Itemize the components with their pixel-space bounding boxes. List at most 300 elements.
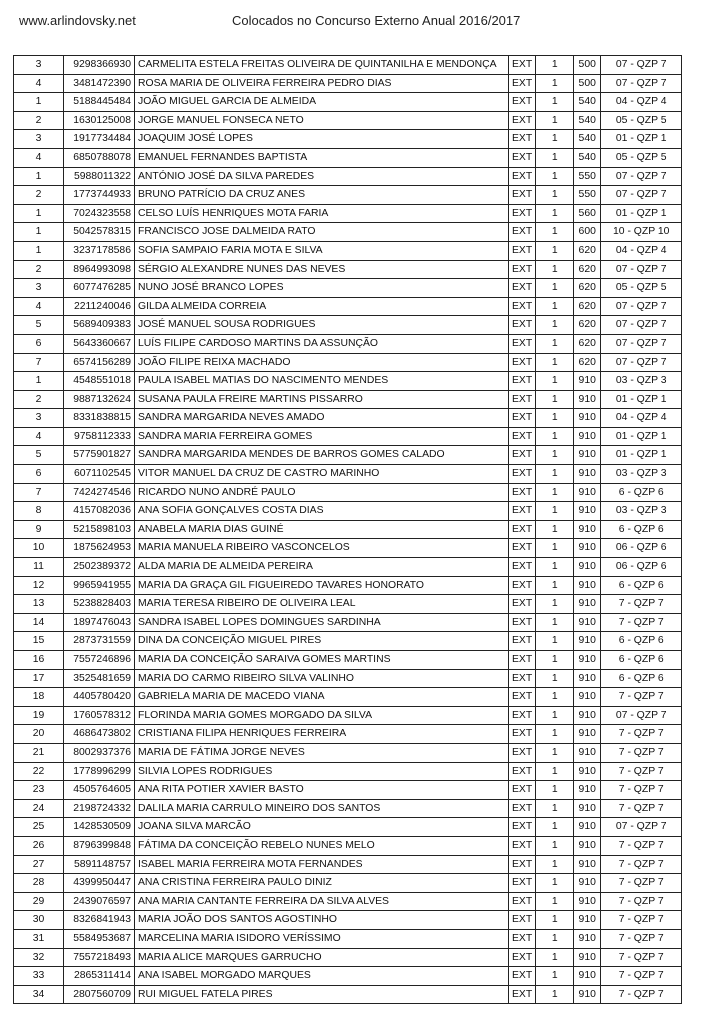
table-row — [14, 111, 682, 130]
qzp-cell: 03 - QZP 3 — [601, 502, 682, 521]
order-cell: 20 — [14, 725, 64, 744]
contest-type-cell: EXT — [509, 762, 536, 781]
contest-type-cell: EXT — [509, 74, 536, 93]
candidate-name-cell: CARMELITA ESTELA FREITAS OLIVEIRA DE QUINTANILHA E MENDONÇA — [135, 56, 509, 75]
order-cell: 2 — [14, 186, 64, 205]
qzp-cell: 6 - QZP 6 — [601, 651, 682, 670]
priority-cell: 1 — [536, 409, 574, 428]
order-cell: 19 — [14, 706, 64, 725]
recruitment-group-cell: 620 — [574, 241, 601, 260]
candidate-name-cell: DINA DA CONCEIÇÃO MIGUEL PIRES — [135, 632, 509, 651]
order-cell: 4 — [14, 297, 64, 316]
candidate-number-cell: 7024323558 — [64, 204, 135, 223]
table-row — [14, 688, 682, 707]
priority-cell: 1 — [536, 911, 574, 930]
order-cell: 17 — [14, 669, 64, 688]
contest-type-cell: EXT — [509, 892, 536, 911]
candidate-number-cell: 5891148757 — [64, 855, 135, 874]
contest-type-cell: EXT — [509, 706, 536, 725]
contest-type-cell: EXT — [509, 669, 536, 688]
placements-table-body — [14, 56, 682, 1004]
candidate-number-cell: 6574156289 — [64, 353, 135, 372]
candidate-name-cell: JOSÉ MANUEL SOUSA RODRIGUES — [135, 316, 509, 335]
candidate-number-cell: 3525481659 — [64, 669, 135, 688]
qzp-cell: 7 - QZP 7 — [601, 985, 682, 1004]
candidate-name-cell: DALILA MARIA CARRULO MINEIRO DOS SANTOS — [135, 799, 509, 818]
recruitment-group-cell: 560 — [574, 204, 601, 223]
order-cell: 14 — [14, 613, 64, 632]
candidate-name-cell: ANTÓNIO JOSÉ DA SILVA PAREDES — [135, 167, 509, 186]
candidate-name-cell: JOANA SILVA MARCÃO — [135, 818, 509, 837]
order-cell: 9 — [14, 520, 64, 539]
contest-type-cell: EXT — [509, 56, 536, 75]
candidate-name-cell: RUI MIGUEL FATELA PIRES — [135, 985, 509, 1004]
order-cell: 31 — [14, 929, 64, 948]
order-cell: 12 — [14, 576, 64, 595]
recruitment-group-cell: 500 — [574, 56, 601, 75]
candidate-number-cell: 7557218493 — [64, 948, 135, 967]
contest-type-cell: EXT — [509, 353, 536, 372]
order-cell: 34 — [14, 985, 64, 1004]
priority-cell: 1 — [536, 167, 574, 186]
candidate-number-cell: 7424274546 — [64, 483, 135, 502]
contest-type-cell: EXT — [509, 874, 536, 893]
order-cell: 22 — [14, 762, 64, 781]
contest-type-cell: EXT — [509, 93, 536, 112]
contest-type-cell: EXT — [509, 688, 536, 707]
qzp-cell: 7 - QZP 7 — [601, 836, 682, 855]
qzp-cell: 04 - QZP 4 — [601, 93, 682, 112]
priority-cell: 1 — [536, 372, 574, 391]
contest-type-cell: EXT — [509, 502, 536, 521]
table-row — [14, 706, 682, 725]
candidate-name-cell: GABRIELA MARIA DE MACEDO VIANA — [135, 688, 509, 707]
candidate-name-cell: SANDRA MARIA FERREIRA GOMES — [135, 427, 509, 446]
recruitment-group-cell: 910 — [574, 985, 601, 1004]
qzp-cell: 04 - QZP 4 — [601, 409, 682, 428]
recruitment-group-cell: 910 — [574, 520, 601, 539]
table-row — [14, 204, 682, 223]
priority-cell: 1 — [536, 892, 574, 911]
order-cell: 18 — [14, 688, 64, 707]
recruitment-group-cell: 910 — [574, 762, 601, 781]
qzp-cell: 07 - QZP 7 — [601, 167, 682, 186]
table-row — [14, 353, 682, 372]
priority-cell: 1 — [536, 929, 574, 948]
qzp-cell: 01 - QZP 1 — [601, 427, 682, 446]
qzp-cell: 6 - QZP 6 — [601, 483, 682, 502]
priority-cell: 1 — [536, 855, 574, 874]
table-row — [14, 409, 682, 428]
candidate-number-cell: 2502389372 — [64, 558, 135, 577]
table-row — [14, 316, 682, 335]
table-row — [14, 465, 682, 484]
candidate-name-cell: MARIA ALICE MARQUES GARRUCHO — [135, 948, 509, 967]
candidate-name-cell: PAULA ISABEL MATIAS DO NASCIMENTO MENDES — [135, 372, 509, 391]
qzp-cell: 07 - QZP 7 — [601, 56, 682, 75]
candidate-number-cell: 1773744933 — [64, 186, 135, 205]
candidate-number-cell: 4399950447 — [64, 874, 135, 893]
order-cell: 23 — [14, 781, 64, 800]
recruitment-group-cell: 910 — [574, 595, 601, 614]
table-row — [14, 148, 682, 167]
qzp-cell: 06 - QZP 6 — [601, 558, 682, 577]
candidate-name-cell: EMANUEL FERNANDES BAPTISTA — [135, 148, 509, 167]
recruitment-group-cell: 910 — [574, 855, 601, 874]
qzp-cell: 01 - QZP 1 — [601, 204, 682, 223]
candidate-number-cell: 2439076597 — [64, 892, 135, 911]
contest-type-cell: EXT — [509, 929, 536, 948]
contest-type-cell: EXT — [509, 576, 536, 595]
contest-type-cell: EXT — [509, 241, 536, 260]
qzp-cell: 01 - QZP 1 — [601, 446, 682, 465]
candidate-number-cell: 6850788078 — [64, 148, 135, 167]
contest-type-cell: EXT — [509, 558, 536, 577]
recruitment-group-cell: 910 — [574, 502, 601, 521]
contest-type-cell: EXT — [509, 948, 536, 967]
recruitment-group-cell: 910 — [574, 632, 601, 651]
recruitment-group-cell: 910 — [574, 818, 601, 837]
recruitment-group-cell: 500 — [574, 74, 601, 93]
recruitment-group-cell: 910 — [574, 688, 601, 707]
qzp-cell: 7 - QZP 7 — [601, 929, 682, 948]
contest-type-cell: EXT — [509, 148, 536, 167]
contest-type-cell: EXT — [509, 334, 536, 353]
priority-cell: 1 — [536, 353, 574, 372]
priority-cell: 1 — [536, 985, 574, 1004]
recruitment-group-cell: 620 — [574, 353, 601, 372]
priority-cell: 1 — [536, 762, 574, 781]
table-row — [14, 911, 682, 930]
candidate-name-cell: CRISTIANA FILIPA HENRIQUES FERREIRA — [135, 725, 509, 744]
table-row — [14, 74, 682, 93]
qzp-cell: 7 - QZP 7 — [601, 781, 682, 800]
table-row — [14, 613, 682, 632]
candidate-name-cell: JOAQUIM JOSÉ LOPES — [135, 130, 509, 149]
qzp-cell: 07 - QZP 7 — [601, 706, 682, 725]
order-cell: 1 — [14, 93, 64, 112]
priority-cell: 1 — [536, 613, 574, 632]
candidate-number-cell: 1875624953 — [64, 539, 135, 558]
candidate-number-cell: 5988011322 — [64, 167, 135, 186]
recruitment-group-cell: 620 — [574, 297, 601, 316]
candidate-name-cell: NUNO JOSÉ BRANCO LOPES — [135, 279, 509, 298]
qzp-cell: 6 - QZP 6 — [601, 669, 682, 688]
contest-type-cell: EXT — [509, 390, 536, 409]
priority-cell: 1 — [536, 948, 574, 967]
contest-type-cell: EXT — [509, 446, 536, 465]
order-cell: 11 — [14, 558, 64, 577]
priority-cell: 1 — [536, 316, 574, 335]
candidate-number-cell: 9298366930 — [64, 56, 135, 75]
table-row — [14, 595, 682, 614]
recruitment-group-cell: 910 — [574, 669, 601, 688]
contest-type-cell: EXT — [509, 409, 536, 428]
candidate-name-cell: MARCELINA MARIA ISIDORO VERÍSSIMO — [135, 929, 509, 948]
contest-type-cell: EXT — [509, 985, 536, 1004]
recruitment-group-cell: 910 — [574, 558, 601, 577]
table-row — [14, 223, 682, 242]
candidate-number-cell: 5215898103 — [64, 520, 135, 539]
recruitment-group-cell: 910 — [574, 483, 601, 502]
candidate-number-cell: 5188445484 — [64, 93, 135, 112]
table-row — [14, 762, 682, 781]
qzp-cell: 01 - QZP 1 — [601, 390, 682, 409]
qzp-cell: 04 - QZP 4 — [601, 241, 682, 260]
order-cell: 1 — [14, 241, 64, 260]
candidate-number-cell: 2198724332 — [64, 799, 135, 818]
candidate-name-cell: ROSA MARIA DE OLIVEIRA FERREIRA PEDRO DIAS — [135, 74, 509, 93]
order-cell: 26 — [14, 836, 64, 855]
recruitment-group-cell: 910 — [574, 651, 601, 670]
recruitment-group-cell: 910 — [574, 390, 601, 409]
priority-cell: 1 — [536, 465, 574, 484]
contest-type-cell: EXT — [509, 186, 536, 205]
candidate-number-cell: 1778996299 — [64, 762, 135, 781]
candidate-name-cell: MARIA DA GRAÇA GIL FIGUEIREDO TAVARES HONORATO — [135, 576, 509, 595]
candidate-number-cell: 8796399848 — [64, 836, 135, 855]
table-row — [14, 967, 682, 986]
priority-cell: 1 — [536, 651, 574, 670]
candidate-name-cell: MARIA MANUELA RIBEIRO VASCONCELOS — [135, 539, 509, 558]
candidate-name-cell: MARIA DA CONCEIÇÃO SARAIVA GOMES MARTINS — [135, 651, 509, 670]
qzp-cell: 7 - QZP 7 — [601, 948, 682, 967]
recruitment-group-cell: 910 — [574, 948, 601, 967]
priority-cell: 1 — [536, 781, 574, 800]
contest-type-cell: EXT — [509, 372, 536, 391]
table-row — [14, 186, 682, 205]
candidate-number-cell: 1760578312 — [64, 706, 135, 725]
order-cell: 15 — [14, 632, 64, 651]
order-cell: 5 — [14, 316, 64, 335]
recruitment-group-cell: 620 — [574, 334, 601, 353]
recruitment-group-cell: 550 — [574, 167, 601, 186]
table-row — [14, 799, 682, 818]
table-row — [14, 483, 682, 502]
qzp-cell: 7 - QZP 7 — [601, 892, 682, 911]
recruitment-group-cell: 910 — [574, 743, 601, 762]
site-url: www.arlindovsky.net — [19, 13, 136, 28]
candidate-name-cell: SÉRGIO ALEXANDRE NUNES DAS NEVES — [135, 260, 509, 279]
priority-cell: 1 — [536, 576, 574, 595]
order-cell: 3 — [14, 56, 64, 75]
table-row — [14, 167, 682, 186]
candidate-number-cell: 5584953687 — [64, 929, 135, 948]
priority-cell: 1 — [536, 390, 574, 409]
qzp-cell: 6 - QZP 6 — [601, 520, 682, 539]
qzp-cell: 7 - QZP 7 — [601, 743, 682, 762]
order-cell: 1 — [14, 167, 64, 186]
candidate-name-cell: MARIA DE FÁTIMA JORGE NEVES — [135, 743, 509, 762]
priority-cell: 1 — [536, 725, 574, 744]
table-row — [14, 558, 682, 577]
table-row — [14, 781, 682, 800]
recruitment-group-cell: 910 — [574, 539, 601, 558]
contest-type-cell: EXT — [509, 539, 536, 558]
qzp-cell: 05 - QZP 5 — [601, 148, 682, 167]
priority-cell: 1 — [536, 836, 574, 855]
candidate-name-cell: MARIA DO CARMO RIBEIRO SILVA VALINHO — [135, 669, 509, 688]
table-row — [14, 651, 682, 670]
contest-type-cell: EXT — [509, 204, 536, 223]
order-cell: 3 — [14, 409, 64, 428]
contest-type-cell: EXT — [509, 427, 536, 446]
order-cell: 3 — [14, 279, 64, 298]
candidate-number-cell: 8331838815 — [64, 409, 135, 428]
priority-cell: 1 — [536, 74, 574, 93]
contest-type-cell: EXT — [509, 725, 536, 744]
priority-cell: 1 — [536, 818, 574, 837]
table-row — [14, 725, 682, 744]
table-row — [14, 297, 682, 316]
candidate-number-cell: 3481472390 — [64, 74, 135, 93]
table-row — [14, 427, 682, 446]
order-cell: 7 — [14, 353, 64, 372]
candidate-name-cell: JOÃO FILIPE REIXA MACHADO — [135, 353, 509, 372]
recruitment-group-cell: 910 — [574, 576, 601, 595]
priority-cell: 1 — [536, 334, 574, 353]
candidate-number-cell: 9965941955 — [64, 576, 135, 595]
order-cell: 24 — [14, 799, 64, 818]
candidate-name-cell: SOFIA SAMPAIO FARIA MOTA E SILVA — [135, 241, 509, 260]
candidate-number-cell: 6071102545 — [64, 465, 135, 484]
priority-cell: 1 — [536, 93, 574, 112]
priority-cell: 1 — [536, 148, 574, 167]
table-row — [14, 539, 682, 558]
priority-cell: 1 — [536, 427, 574, 446]
qzp-cell: 7 - QZP 7 — [601, 799, 682, 818]
order-cell: 4 — [14, 427, 64, 446]
contest-type-cell: EXT — [509, 743, 536, 762]
qzp-cell: 7 - QZP 7 — [601, 874, 682, 893]
candidate-number-cell: 5238828403 — [64, 595, 135, 614]
candidate-number-cell: 9887132624 — [64, 390, 135, 409]
qzp-cell: 07 - QZP 7 — [601, 316, 682, 335]
table-row — [14, 874, 682, 893]
recruitment-group-cell: 910 — [574, 929, 601, 948]
table-row — [14, 948, 682, 967]
table-row — [14, 56, 682, 75]
table-row — [14, 372, 682, 391]
recruitment-group-cell: 620 — [574, 260, 601, 279]
candidate-number-cell: 8002937376 — [64, 743, 135, 762]
table-row — [14, 836, 682, 855]
order-cell: 21 — [14, 743, 64, 762]
table-row — [14, 93, 682, 112]
order-cell: 29 — [14, 892, 64, 911]
contest-type-cell: EXT — [509, 483, 536, 502]
priority-cell: 1 — [536, 483, 574, 502]
qzp-cell: 7 - QZP 7 — [601, 911, 682, 930]
candidate-name-cell: ANA SOFIA GONÇALVES COSTA DIAS — [135, 502, 509, 521]
table-row — [14, 576, 682, 595]
qzp-cell: 7 - QZP 7 — [601, 595, 682, 614]
order-cell: 32 — [14, 948, 64, 967]
qzp-cell: 03 - QZP 3 — [601, 372, 682, 391]
recruitment-group-cell: 910 — [574, 836, 601, 855]
qzp-cell: 05 - QZP 5 — [601, 279, 682, 298]
qzp-cell: 10 - QZP 10 — [601, 223, 682, 242]
candidate-name-cell: RICARDO NUNO ANDRÉ PAULO — [135, 483, 509, 502]
qzp-cell: 07 - QZP 7 — [601, 297, 682, 316]
qzp-cell: 07 - QZP 7 — [601, 260, 682, 279]
candidate-name-cell: ANABELA MARIA DIAS GUINÉ — [135, 520, 509, 539]
contest-type-cell: EXT — [509, 967, 536, 986]
contest-type-cell: EXT — [509, 632, 536, 651]
contest-type-cell: EXT — [509, 260, 536, 279]
priority-cell: 1 — [536, 446, 574, 465]
order-cell: 3 — [14, 130, 64, 149]
contest-type-cell: EXT — [509, 651, 536, 670]
priority-cell: 1 — [536, 223, 574, 242]
qzp-cell: 07 - QZP 7 — [601, 74, 682, 93]
candidate-number-cell: 2211240046 — [64, 297, 135, 316]
qzp-cell: 07 - QZP 7 — [601, 353, 682, 372]
priority-cell: 1 — [536, 669, 574, 688]
priority-cell: 1 — [536, 241, 574, 260]
table-row — [14, 669, 682, 688]
candidate-name-cell: MARIA TERESA RIBEIRO DE OLIVEIRA LEAL — [135, 595, 509, 614]
candidate-number-cell: 8326841943 — [64, 911, 135, 930]
contest-type-cell: EXT — [509, 818, 536, 837]
placements-table — [13, 55, 682, 1004]
priority-cell: 1 — [536, 967, 574, 986]
candidate-name-cell: ANA RITA POTIER XAVIER BASTO — [135, 781, 509, 800]
page-title: Colocados no Concurso Externo Anual 2016/2017 — [232, 13, 521, 28]
recruitment-group-cell: 910 — [574, 911, 601, 930]
candidate-name-cell: SANDRA MARGARIDA MENDES DE BARROS GOMES CALADO — [135, 446, 509, 465]
contest-type-cell: EXT — [509, 799, 536, 818]
order-cell: 2 — [14, 260, 64, 279]
candidate-number-cell: 2865311414 — [64, 967, 135, 986]
qzp-cell: 7 - QZP 7 — [601, 725, 682, 744]
priority-cell: 1 — [536, 260, 574, 279]
qzp-cell: 7 - QZP 7 — [601, 967, 682, 986]
order-cell: 25 — [14, 818, 64, 837]
priority-cell: 1 — [536, 558, 574, 577]
candidate-number-cell: 4548551018 — [64, 372, 135, 391]
order-cell: 10 — [14, 539, 64, 558]
contest-type-cell: EXT — [509, 316, 536, 335]
priority-cell: 1 — [536, 874, 574, 893]
table-row — [14, 130, 682, 149]
qzp-cell: 05 - QZP 5 — [601, 111, 682, 130]
candidate-number-cell: 4157082036 — [64, 502, 135, 521]
contest-type-cell: EXT — [509, 279, 536, 298]
candidate-name-cell: CELSO LUÍS HENRIQUES MOTA FARIA — [135, 204, 509, 223]
candidate-number-cell: 5042578315 — [64, 223, 135, 242]
table-row — [14, 279, 682, 298]
qzp-cell: 07 - QZP 7 — [601, 334, 682, 353]
candidate-number-cell: 8964993098 — [64, 260, 135, 279]
order-cell: 1 — [14, 204, 64, 223]
contest-type-cell: EXT — [509, 836, 536, 855]
candidate-number-cell: 4686473802 — [64, 725, 135, 744]
priority-cell: 1 — [536, 502, 574, 521]
contest-type-cell: EXT — [509, 465, 536, 484]
order-cell: 13 — [14, 595, 64, 614]
candidate-number-cell: 9758112333 — [64, 427, 135, 446]
priority-cell: 1 — [536, 743, 574, 762]
contest-type-cell: EXT — [509, 855, 536, 874]
priority-cell: 1 — [536, 539, 574, 558]
candidate-name-cell: BRUNO PATRÍCIO DA CRUZ ANES — [135, 186, 509, 205]
priority-cell: 1 — [536, 297, 574, 316]
recruitment-group-cell: 910 — [574, 799, 601, 818]
candidate-name-cell: ISABEL MARIA FERREIRA MOTA FERNANDES — [135, 855, 509, 874]
candidate-name-cell: VITOR MANUEL DA CRUZ DE CASTRO MARINHO — [135, 465, 509, 484]
candidate-name-cell: GILDA ALMEIDA CORREIA — [135, 297, 509, 316]
